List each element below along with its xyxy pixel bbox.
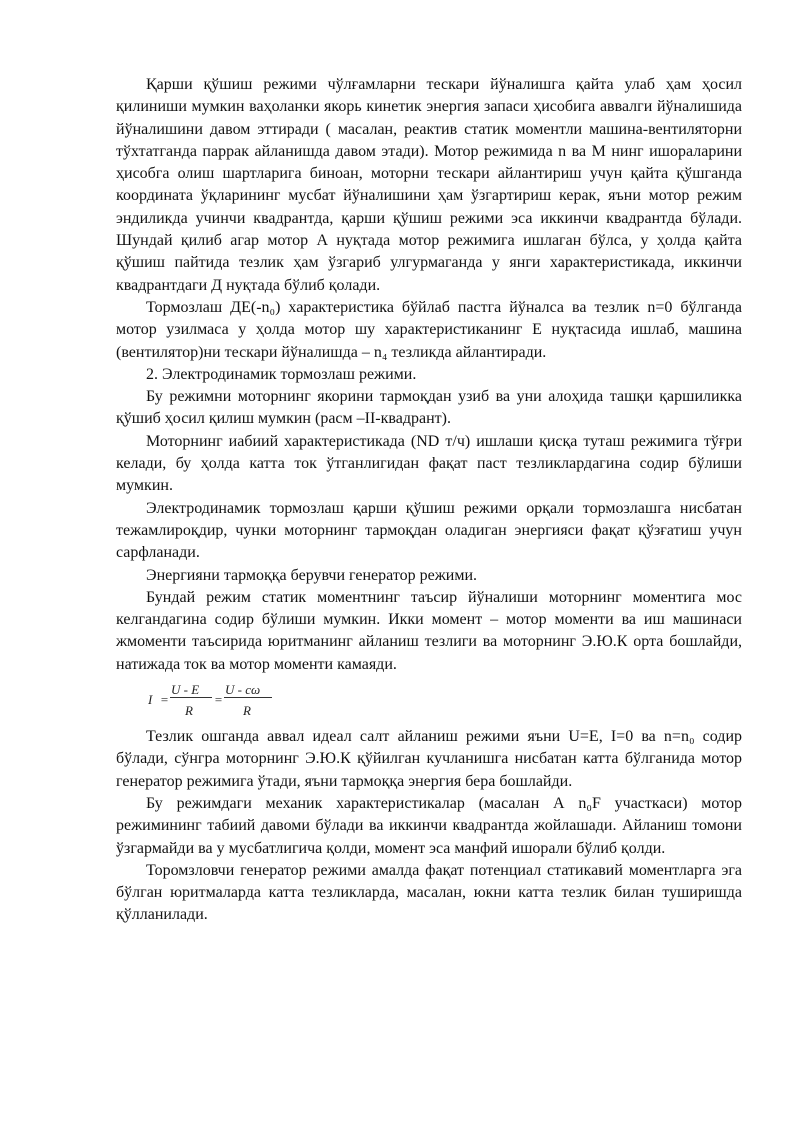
current-formula [116, 676, 742, 726]
formula-equals-2: = [214, 692, 223, 708]
document-page [116, 74, 742, 927]
formula-denominator-2: R [243, 703, 251, 719]
formula-equals-1: = [160, 692, 169, 708]
paragraph-mechanical-characteristics: Бу режимдаги механик характеристикалар (масалан А n₀F участкаси) мотор режимининг табиий давоми бўлади ва иккинчи квадрантда жойлашади. Айланиш томони ўзгармайди ва у мусбатлигича қолди, момент эса манфий ишорали бўлиб қолди. [116, 794, 742, 857]
formula-numerator-1: U - E [171, 682, 200, 698]
paragraph-speed-increase: Тезлик ошганда аввал идеал салт айланиш режими яъни U=E, I=0 ва n=n₀ содир бўлади, сўнгра моторнинг Э.Ю.К қўйилган кучланишга нисбатан катта бўлганида мотор генератор режимига ўтади, яъни тармоққа энергия бера бошлайди. [116, 728, 742, 790]
paragraph-reverse-connection: Қарши қўшиш режими чўлғамларни тескари йўналишга қайта улаб ҳам ҳосил қилиниши мумкин ваҳоланки якорь кинетик энергия запаси ҳисобига аввалги йўналишида йўналишини давом эттиради ( масалан, реактив статик моментли машина-вентиляторни тўхтатганда паррак айланишда давом этади). Мотор режимида n ва M нинг ишораларини ҳисобга олиш шартларига биноан, моторни тескари айлантириш учун қайта қўшганда координата ўқларининг мусбат йўналишини ҳам ўзгартириш керак, яъни мотор режим эндиликда учинчи квадрантда, қарши қўшиш режими эса иккинчи квадрантда бўлади. Шундай қилиб агар мотор А нуқтада мотор режимига ишлаган бўлса, у ҳолда қайта қўшиш пайтида тезлик ҳам ўзгариб улгурмаганда у янги характеристикада, иккинчи квадрантдаги Д нуқтада бўлиб қолади. [116, 76, 742, 294]
paragraph-braking-generator: Торомзловчи генератор режими амалда фақат потенциал статикавий моментларга эга бўлган юритмаларда катта тезликларда, масалан, юкни катта тезлик билан туширишда қўлланилади. [116, 861, 742, 924]
formula-denominator-1: R [185, 703, 193, 719]
formula-fraction-bar-2 [224, 697, 272, 698]
paragraph-natural-characteristic: Моторнинг иабиий характеристикада (ND т/ч) ишлаши қисқа туташ режимига тўғри келади, бу ҳолда катта ток ўтганлигидан фақат паст тезликлардагина содир бўлиши мумкин. [116, 432, 742, 495]
formula-lhs: I [148, 692, 153, 708]
paragraph-economy: Электродинамик тормозлаш қарши қўшиш режими орқали тормозлашга нисбатан тежамлироқдир, чунки моторнинг тармоқдан оладиган энергияси фақат қўзғатиш учун сарфланади. [116, 499, 742, 562]
paragraph-braking-de: Тормозлаш ДЕ(-n₀) характеристика бўйлаб пастга йўналса ва тезлик n=0 бўлганда мотор узилмаса у ҳолда мотор шу характеристиканинг Е нуқтасида ишлаб, машина (вентилятор)ни тескари йўналишда – n₄ тезликда айлантиради. [116, 298, 742, 361]
formula-numerator-2: U - cω [225, 682, 261, 698]
section-heading-electrodynamic: 2. Электродинамик тормозлаш режими. [146, 365, 417, 383]
section-heading-generator: Энергияни тармоққа берувчи генератор режими. [146, 566, 478, 584]
paragraph-generator-mode: Бундай режим статик моментнинг таъсир йўналиши моторнинг моментига мос келгандагина содир бўлиши мумкин. Икки момент – мотор моменти ва иш машинаси жмоменти таъсирида юритманинг айланиш тезлиги ва моторнинг Э.Ю.К орта бошлайди, натижада ток ва мотор моменти камаяди. [116, 588, 742, 673]
paragraph-electrodynamic-mode: Бу режимни моторнинг якорини тармоқдан узиб ва уни алоҳида ташқи қаршиликка қўшиб ҳосил қилиш мумкин (расм –II-квадрант). [116, 388, 742, 428]
formula-fraction-bar-1 [170, 697, 212, 698]
